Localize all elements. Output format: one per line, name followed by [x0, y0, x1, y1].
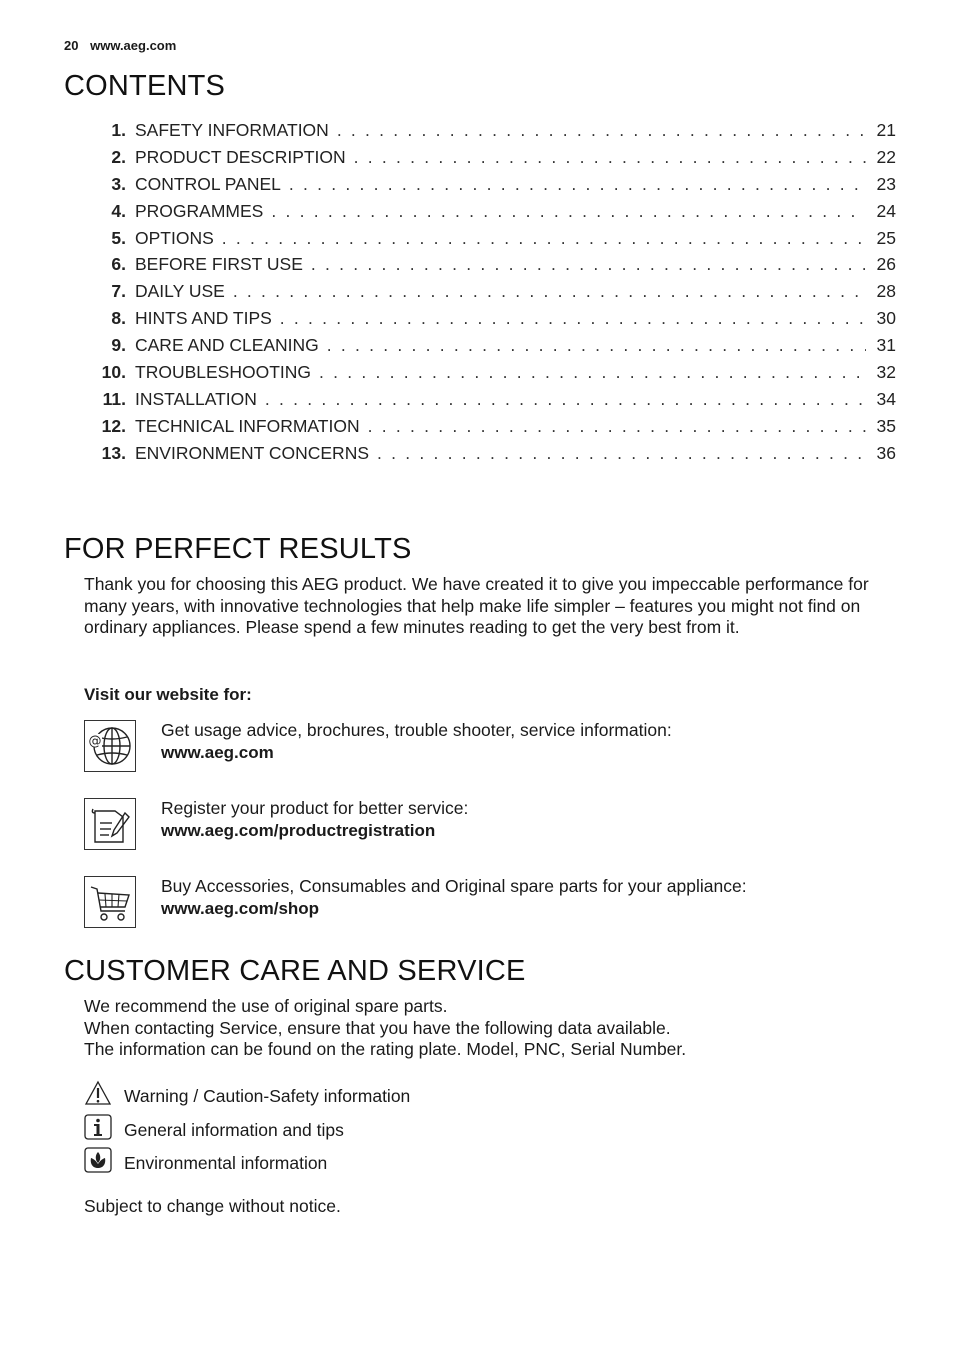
contents-heading: CONTENTS — [64, 70, 226, 102]
toc-item-page: 21 — [876, 120, 896, 140]
toc-item-page: 28 — [876, 281, 896, 302]
aeg-website-link[interactable]: www.aeg.com — [161, 742, 274, 762]
website-link-block — [84, 720, 904, 776]
toc-item-page: 25 — [876, 227, 896, 248]
toc-item-care-and-cleaning[interactable] — [84, 335, 896, 362]
toc-leader-dots — [289, 174, 866, 195]
toc-item-page: 34 — [876, 388, 896, 409]
toc-item-title: PROGRAMMES — [135, 200, 264, 221]
toc-item-number: 13. — [101, 442, 126, 463]
globe-at-icon — [84, 720, 136, 772]
legend-warning-text: Warning / Caution-Safety information — [124, 1086, 411, 1106]
toc-item-environment-concerns[interactable] — [84, 443, 896, 470]
toc-item-number: 4. — [111, 200, 126, 221]
toc-item-number: 5. — [111, 227, 126, 248]
toc-item-title: INSTALLATION — [135, 388, 257, 409]
perfect-results-heading: FOR PERFECT RESULTS — [64, 533, 412, 565]
page-number: 20 — [64, 38, 79, 53]
registration-form-icon — [84, 798, 136, 850]
toc-leader-dots — [327, 335, 866, 356]
registration-link-description: Register your product for better service: — [161, 798, 469, 818]
toc-item-title: OPTIONS — [135, 227, 214, 248]
legend-environment — [84, 1147, 584, 1175]
website-link-text — [161, 720, 672, 763]
toc-item-page: 30 — [876, 308, 896, 329]
toc-leader-dots — [337, 120, 866, 141]
customer-care-paragraph — [84, 996, 686, 1061]
care-line: We recommend the use of original spare parts. — [84, 996, 448, 1016]
toc-leader-dots — [265, 389, 866, 410]
toc-item-number: 8. — [111, 308, 126, 329]
toc-leader-dots — [280, 308, 866, 329]
website-link-description: Get usage advice, brochures, trouble shooter, service information: — [161, 720, 672, 740]
toc-item-title: CONTROL PANEL — [135, 173, 281, 194]
shop-link-block — [84, 876, 904, 932]
toc-leader-dots — [271, 201, 866, 222]
toc-item-number: 11. — [102, 388, 126, 409]
warning-icon — [84, 1080, 112, 1106]
toc-item-number: 3. — [111, 173, 126, 194]
change-notice: Subject to change without notice. — [84, 1196, 341, 1216]
toc-item-page: 35 — [876, 415, 896, 436]
product-registration-link[interactable]: www.aeg.com/productregistration — [161, 820, 436, 840]
toc-item-title: ENVIRONMENT CONCERNS — [135, 442, 370, 463]
toc-leader-dots — [319, 362, 866, 383]
toc-item-page: 26 — [876, 254, 896, 275]
toc-item-number: 12. — [101, 415, 126, 436]
toc-item-title: PRODUCT DESCRIPTION — [135, 146, 346, 167]
intro-paragraph: Thank you for choosing this AEG product. We have created it to give you impeccable performance for many years, with innovative technologies that help make life simpler – features you might not find on ordinary appliances. Please spend a few minutes reading to get the very best from it. — [84, 574, 869, 637]
table-of-contents — [84, 120, 896, 470]
toc-item-options[interactable] — [84, 228, 896, 255]
toc-item-title: CARE AND CLEANING — [135, 335, 319, 356]
toc-item-title: TECHNICAL INFORMATION — [135, 415, 360, 436]
legend-warning — [84, 1080, 584, 1108]
toc-item-control-panel[interactable] — [84, 174, 896, 201]
toc-item-safety-information[interactable] — [84, 120, 896, 147]
toc-item-title: HINTS AND TIPS — [135, 308, 272, 329]
care-line: When contacting Service, ensure that you have the following data available. — [84, 1017, 671, 1038]
registration-link-block — [84, 798, 904, 854]
toc-item-title: BEFORE FIRST USE — [135, 254, 303, 275]
toc-item-hints-and-tips[interactable] — [84, 308, 896, 335]
aeg-shop-link[interactable]: www.aeg.com/shop — [161, 898, 320, 918]
registration-link-text — [161, 798, 468, 841]
toc-leader-dots — [311, 254, 866, 275]
care-line: The information can be found on the rating plate. Model, PNC, Serial Number. — [84, 1039, 687, 1059]
shop-link-text — [161, 876, 747, 919]
toc-leader-dots — [233, 281, 866, 302]
toc-item-number: 2. — [111, 146, 126, 167]
shop-link-description: Buy Accessories, Consumables and Original spare parts for your appliance: — [161, 876, 747, 896]
toc-item-number: 10. — [101, 362, 126, 383]
toc-item-page: 23 — [876, 173, 896, 194]
toc-item-title: TROUBLESHOOTING — [135, 362, 311, 383]
toc-item-technical-information[interactable] — [84, 416, 896, 443]
legend-environment-text: Environmental information — [124, 1153, 328, 1173]
header-website-link[interactable]: www.aeg.com — [90, 38, 177, 53]
toc-item-page: 24 — [876, 200, 896, 221]
toc-item-programmes[interactable] — [84, 201, 896, 228]
toc-item-number: 9. — [111, 335, 126, 356]
toc-item-page: 22 — [876, 146, 896, 167]
toc-item-daily-use[interactable] — [84, 281, 896, 308]
toc-item-page: 36 — [876, 442, 896, 463]
toc-leader-dots — [222, 228, 866, 249]
toc-item-title: DAILY USE — [135, 281, 225, 302]
legend-info — [84, 1114, 584, 1142]
toc-item-product-description[interactable] — [84, 147, 896, 174]
toc-item-page: 32 — [876, 362, 896, 383]
customer-care-heading: CUSTOMER CARE AND SERVICE — [64, 955, 526, 987]
toc-item-number: 6. — [111, 254, 126, 275]
toc-item-title: SAFETY INFORMATION — [135, 120, 329, 140]
toc-item-before-first-use[interactable] — [84, 254, 896, 281]
toc-item-number: 1. — [111, 120, 126, 140]
toc-item-number: 7. — [111, 281, 126, 302]
toc-leader-dots — [377, 443, 866, 464]
visit-website-label: Visit our website for: — [84, 685, 252, 704]
shopping-cart-icon — [84, 876, 136, 928]
svg-text:@: @ — [88, 734, 102, 749]
info-icon — [84, 1114, 112, 1140]
toc-item-page: 31 — [876, 335, 896, 356]
toc-item-troubleshooting[interactable] — [84, 362, 896, 389]
toc-item-installation[interactable] — [84, 389, 896, 416]
toc-leader-dots — [368, 416, 866, 437]
page-header — [64, 38, 176, 53]
toc-leader-dots — [354, 147, 866, 168]
legend-info-text: General information and tips — [124, 1120, 344, 1140]
environment-icon — [84, 1147, 112, 1173]
